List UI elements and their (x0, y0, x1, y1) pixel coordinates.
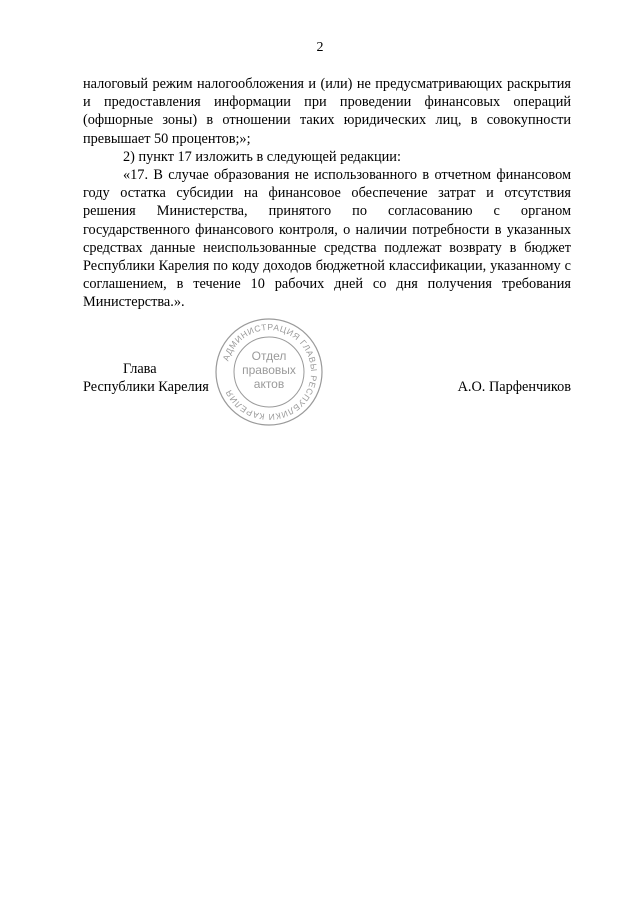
stamp-line-2: правовых (242, 363, 296, 377)
official-stamp (213, 316, 325, 428)
signature-title: Глава (123, 361, 157, 377)
document-body (83, 75, 571, 312)
signature-organization: Республики Карелия (83, 379, 209, 395)
signature-name: А.О. Парфенчиков (457, 379, 571, 395)
paragraph-point-17: «17. В случае образования не использованного в отчетном финансовом году остатка субсидии на финансовое обеспечение затрат и отсутствия решения Министерства, принятого по согласованию с органом государственного финансового контроля, о наличии потребности в указанных средствах данные неиспользованные средства подлежат возврату в бюджет Республики Карелия по коду доходов бюджетной классификации, указанному с соглашением, в течение 10 рабочих дней со дня получения требования Министерства.». (83, 167, 571, 311)
stamp-ring-text: АДМИНИСТРАЦИЯ ГЛАВЫ РЕСПУБЛИКИ КАРЕЛИЯ (220, 321, 320, 423)
stamp-line-3: актов (253, 377, 285, 391)
stamp-line-1: Отдел (251, 349, 287, 363)
paragraph-item-2: 2) пункт 17 изложить в следующей редакции: (123, 148, 401, 165)
paragraph-continuation: налоговый режим налогообложения и (или) не предусматривающих раскрытия и предоставления информации при проведении финансовых операций (офшорные зоны) в отношении таких юридических лиц, в совокупности превышает 50 процентов;»; (83, 76, 571, 147)
page-number: 2 (316, 40, 324, 55)
